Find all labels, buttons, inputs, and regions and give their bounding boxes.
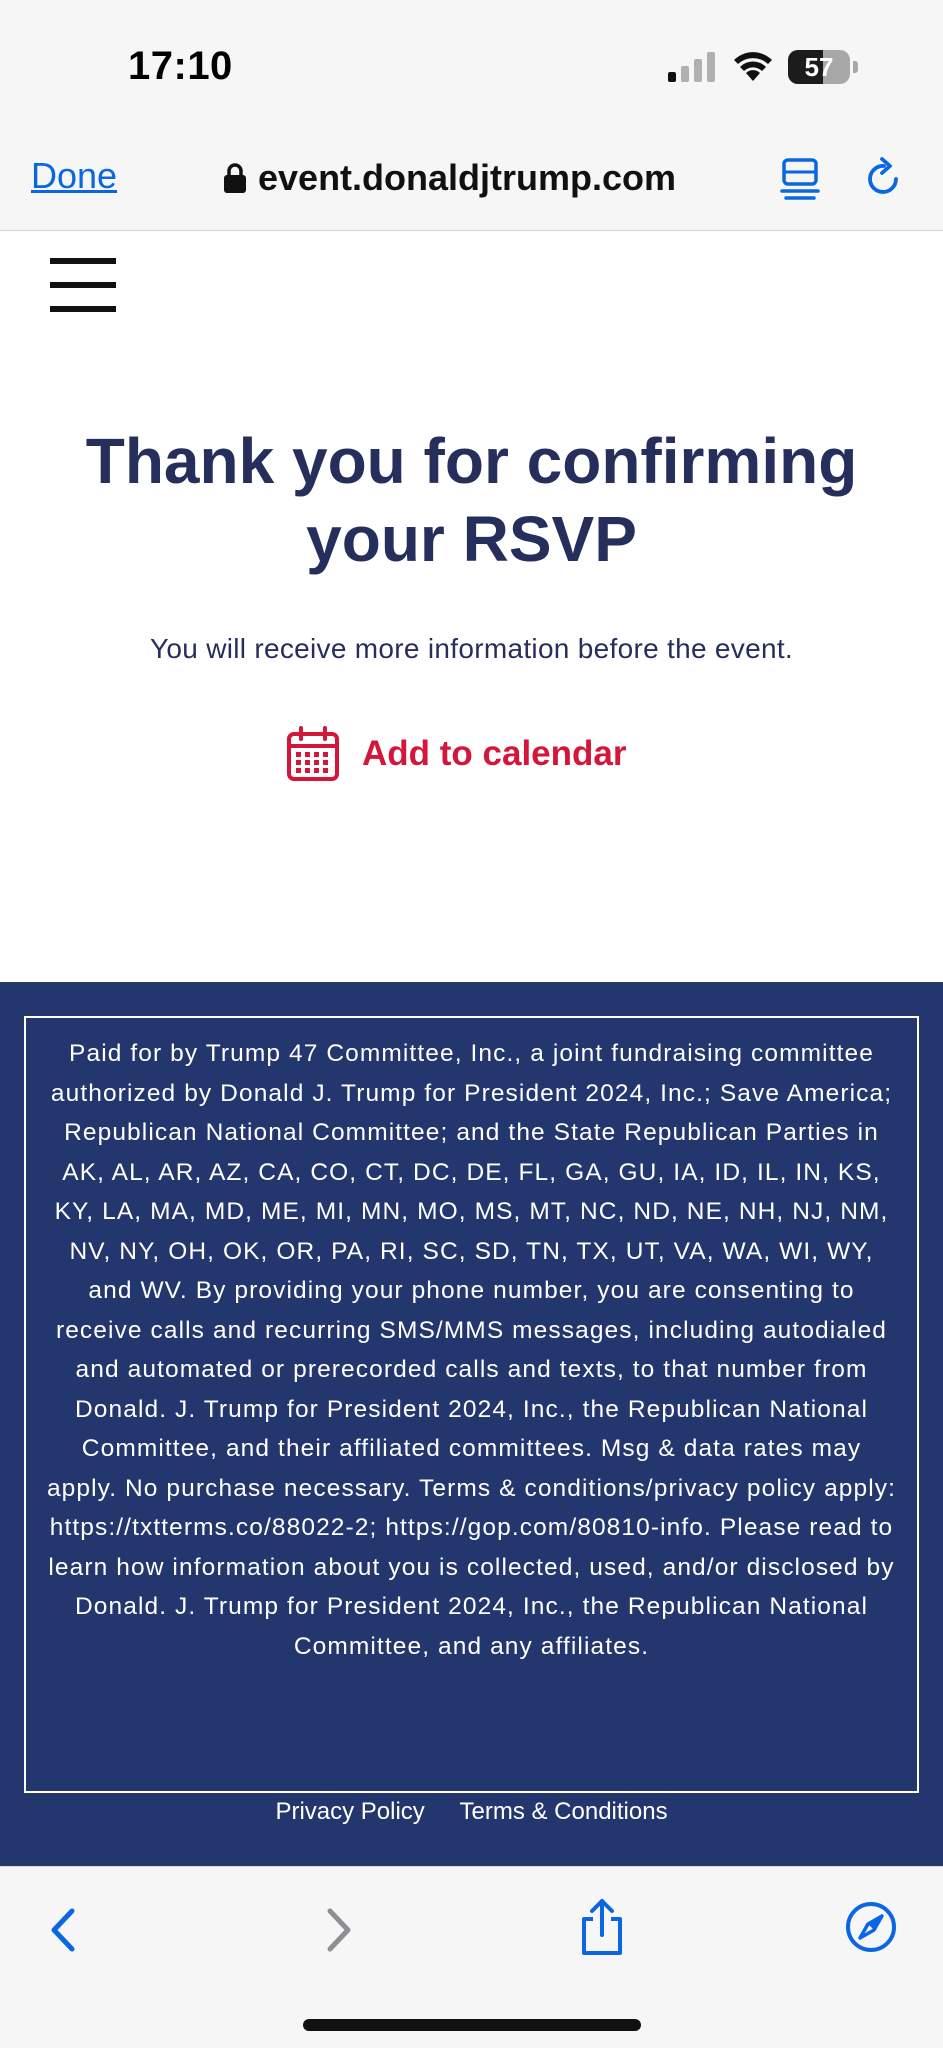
add-to-calendar-label: Add to calendar [362,734,627,773]
hamburger-menu-icon[interactable] [50,258,116,312]
battery-body [788,50,850,84]
site-header [0,232,943,340]
add-to-calendar-button[interactable] [286,726,626,782]
reload-icon[interactable] [863,155,905,201]
browser-bottom-toolbar [0,1866,943,2048]
battery-icon [788,50,858,84]
battery-level: 57 [804,52,834,82]
battery-cap [853,61,858,73]
signal-icon [668,52,716,82]
share-icon[interactable] [578,1897,626,1957]
url-text: event.donaldjtrump.com [258,157,677,198]
done-button[interactable]: Done [31,155,118,196]
status-bar [0,0,943,135]
reader-mode-icon[interactable] [780,155,822,201]
privacy-policy-link[interactable]: Privacy Policy [275,1798,425,1825]
back-icon[interactable] [44,1903,84,1957]
wifi-icon [732,48,774,82]
forward-icon[interactable] [318,1903,358,1957]
home-indicator[interactable] [303,2019,641,2031]
confirmation-subtext: You will receive more information before the event. [149,633,794,664]
site-footer [0,982,943,1866]
footer-links [0,1798,943,1826]
page-title: Thank you for confirming your RSVP [85,425,858,575]
address-bar[interactable] [224,153,676,203]
terms-conditions-link[interactable]: Terms & Conditions [459,1798,668,1825]
browser-toolbar [0,135,943,231]
disclaimer-box [24,1016,919,1793]
main-content [0,340,943,982]
compass-icon[interactable] [845,1901,897,1953]
disclaimer-text: Paid for by Trump 47 Committee, Inc., a joint fundraising committee authorized by Donald J. Trump for President 2024, Inc.; Save America; Republican National Committee; and the State Republican Parties in AK, AL, AR, AZ, CA, CO, CT, DC, DE, FL, GA, GU, IA, ID, IL, IN, KS, KY, LA, MA, MD, ME, MI, MN, MO, MS, MT, NC, ND, NE, NH, NJ, NM, NV, NY, OH, OK, OR, PA, RI, SC, SD, TN, TX, UT, VA, WA, WI, WY, and WV. By providing your phone number, you are consenting to receive calls and recurring SMS/MMS messages, including autodialed and automated or prerecorded calls and texts, to that number from Donald. J. Trump for President 2024, Inc., the Republican National Committee, and their affiliated committees. Msg & data rates may apply. No purchase necessary. Terms & conditions/privacy policy apply: https://txtterms.co/88022-2; https://gop.com/80810-info. Please read to learn how information about you is collected, used, and/or disclosed by Donald. J. Trump for President 2024, Inc., the Republican National Committee, and any affiliates. [46,1040,897,1660]
lock-icon [224,163,246,193]
calendar-icon [286,726,340,782]
status-time: 17:10 [128,44,233,88]
